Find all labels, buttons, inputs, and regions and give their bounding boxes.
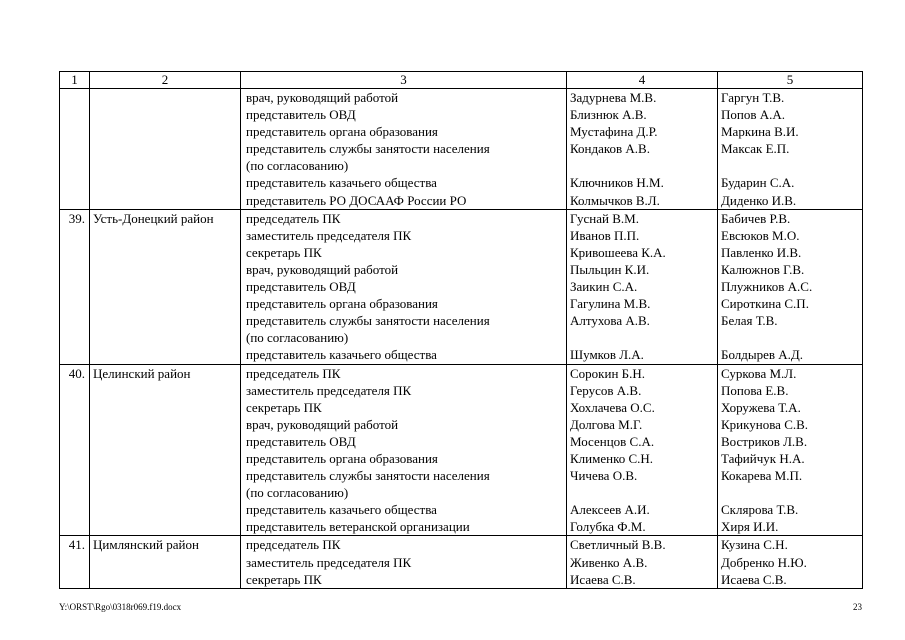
reserves-cell xyxy=(718,209,863,364)
column-header-3: 3 xyxy=(241,72,567,89)
role-line: представитель службы занятости населения xyxy=(246,468,490,484)
reserves-cell xyxy=(718,89,863,210)
role-line: (по согласованию) xyxy=(246,330,349,346)
reserve-name: Гаргун Т.В. xyxy=(721,90,785,105)
reserve-name: Болдырев А.Д. xyxy=(721,347,804,363)
role-line: представитель органа образования xyxy=(246,124,438,140)
member-name: Колмычков В.Л. xyxy=(570,192,660,208)
member-name: Кондаков А.В. xyxy=(570,141,650,157)
member-name: Иванов П.П. xyxy=(570,227,640,243)
table-row xyxy=(60,209,863,364)
role-line: представитель ветеранской организации xyxy=(246,519,470,535)
reserve-name: Кокарева М.П. xyxy=(721,468,803,484)
footer-file-path: Y:\ORST\Rgo\0318r069.f19.docx xyxy=(59,602,182,612)
page-number: 23 xyxy=(853,602,862,612)
reserves-cell xyxy=(718,536,863,588)
reserve-name xyxy=(721,329,859,346)
role-line: представитель службы занятости населения xyxy=(246,141,490,157)
reserve-name: Попова Е.В. xyxy=(721,382,789,398)
reserve-name: Бабичев Р.В. xyxy=(721,210,791,226)
reserve-name: Исаева С.В. xyxy=(721,571,787,587)
column-header-1: 1 xyxy=(60,72,90,89)
member-name: Кривошеева К.А. xyxy=(570,244,666,260)
table-row xyxy=(60,364,863,536)
reserve-name: Маркина В.И. xyxy=(721,124,799,140)
members-cell xyxy=(567,536,718,588)
members-table xyxy=(59,71,863,589)
district-name xyxy=(90,89,241,210)
district-name: Усть-Донецкий район xyxy=(90,209,241,364)
member-name: Мустафина Д.Р. xyxy=(570,124,658,140)
role-line: представитель казачьего общества xyxy=(246,347,437,363)
member-name: Гагулина М.В. xyxy=(570,296,651,312)
role-line: представитель ОВД xyxy=(246,433,356,449)
member-name: Ключников Н.М. xyxy=(570,175,664,191)
reserves-cell xyxy=(718,364,863,536)
member-name xyxy=(570,329,714,346)
member-name: Задурнева М.В. xyxy=(570,90,657,105)
reserve-name: Хиря И.И. xyxy=(721,519,779,535)
role-line: представитель РО ДОСААФ России РО xyxy=(246,192,467,208)
reserve-name: Максак Е.П. xyxy=(721,141,790,157)
role-line: врач, руководящий работой xyxy=(246,90,399,105)
member-name: Алексеев А.И. xyxy=(570,502,650,518)
reserve-name xyxy=(721,484,859,501)
reserve-name: Сироткина С.П. xyxy=(721,296,809,312)
row-number xyxy=(60,89,90,210)
member-name: Гуснай В.М. xyxy=(570,210,639,226)
row-number: 41. xyxy=(60,536,90,588)
member-name: Мосенцов С.А. xyxy=(570,433,655,449)
member-name: Алтухова А.В. xyxy=(570,313,650,329)
member-name: Светличный В.В. xyxy=(570,537,666,553)
members-cell xyxy=(567,89,718,210)
district-name: Цимлянский район xyxy=(90,536,241,588)
member-name: Чичева О.В. xyxy=(570,468,638,484)
member-name xyxy=(570,157,714,174)
role-line: представитель казачьего общества xyxy=(246,175,437,191)
role-line: представитель ОВД xyxy=(246,107,356,123)
district-name: Целинский район xyxy=(90,364,241,536)
role-line: (по согласованию) xyxy=(246,158,349,174)
reserve-name: Кузина С.Н. xyxy=(721,537,788,553)
table-row xyxy=(60,89,863,210)
member-name: Клименко С.Н. xyxy=(570,450,654,466)
role-line: врач, руководящий работой xyxy=(246,416,399,432)
role-line: заместитель председателя ПК xyxy=(246,227,412,243)
roles-cell xyxy=(241,364,567,536)
role-line: председатель ПК xyxy=(246,210,341,226)
role-line: заместитель председателя ПК xyxy=(246,554,412,570)
member-name: Близнюк А.В. xyxy=(570,107,647,123)
reserve-name: Попов А.А. xyxy=(721,107,786,123)
row-number: 39. xyxy=(60,209,90,364)
reserve-name: Диденко И.В. xyxy=(721,192,797,208)
reserve-name: Евсюков М.О. xyxy=(721,227,800,243)
role-line: представитель органа образования xyxy=(246,296,438,312)
roles-cell xyxy=(241,209,567,364)
reserve-name: Востриков Л.В. xyxy=(721,433,808,449)
members-cell xyxy=(567,364,718,536)
role-line: врач, руководящий работой xyxy=(246,261,399,277)
role-line: председатель ПК xyxy=(246,537,341,553)
role-line: представитель службы занятости населения xyxy=(246,313,490,329)
member-name: Исаева С.В. xyxy=(570,571,636,587)
member-name: Заикин С.А. xyxy=(570,279,638,295)
column-header-4: 4 xyxy=(567,72,718,89)
reserve-name: Тафийчук Н.А. xyxy=(721,450,805,466)
reserve-name xyxy=(721,157,859,174)
reserve-name: Белая Т.В. xyxy=(721,313,778,329)
reserve-name: Хоружева Т.А. xyxy=(721,399,801,415)
reserve-name: Бударин С.А. xyxy=(721,175,795,191)
role-line: представитель ОВД xyxy=(246,279,356,295)
roles-cell xyxy=(241,536,567,588)
member-name: Сорокин Б.Н. xyxy=(570,365,646,381)
role-line: представитель органа образования xyxy=(246,450,438,466)
member-name: Герусов А.В. xyxy=(570,382,642,398)
reserve-name: Калюжнов Г.В. xyxy=(721,261,805,277)
member-name: Пыльцин К.И. xyxy=(570,261,650,277)
role-line: секретарь ПК xyxy=(246,399,322,415)
reserve-name: Склярова Т.В. xyxy=(721,502,799,518)
roles-cell xyxy=(241,89,567,210)
table-row xyxy=(60,536,863,588)
member-name: Живенко А.В. xyxy=(570,554,648,570)
members-cell xyxy=(567,209,718,364)
role-line: секретарь ПК xyxy=(246,244,322,260)
role-line: представитель казачьего общества xyxy=(246,502,437,518)
role-line: (по согласованию) xyxy=(246,485,349,501)
table-body xyxy=(60,89,863,589)
reserve-name: Павленко И.В. xyxy=(721,244,802,260)
reserve-name: Крикунова С.В. xyxy=(721,416,809,432)
row-number: 40. xyxy=(60,364,90,536)
reserve-name: Плужников А.С. xyxy=(721,279,813,295)
member-name: Долгова М.Г. xyxy=(570,416,643,432)
member-name: Хохлачева О.С. xyxy=(570,399,655,415)
role-line: заместитель председателя ПК xyxy=(246,382,412,398)
column-header-2: 2 xyxy=(90,72,241,89)
member-name xyxy=(570,484,714,501)
reserve-name: Суркова М.Л. xyxy=(721,365,797,381)
member-name: Голубка Ф.М. xyxy=(570,519,646,535)
role-line: секретарь ПК xyxy=(246,571,322,587)
member-name: Шумков Л.А. xyxy=(570,347,644,363)
reserve-name: Добренко Н.Ю. xyxy=(721,554,807,570)
header-row xyxy=(60,72,863,89)
column-header-5: 5 xyxy=(718,72,863,89)
role-line: председатель ПК xyxy=(246,365,341,381)
